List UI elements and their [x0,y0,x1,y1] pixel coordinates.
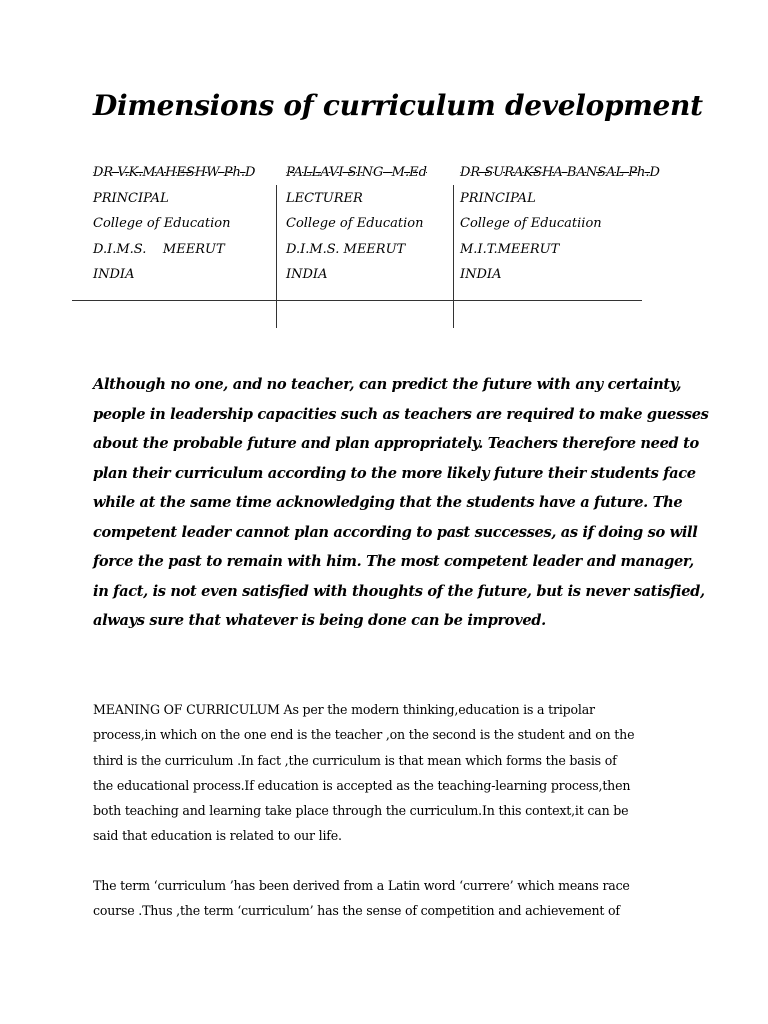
author-block-1 [93,160,255,288]
author-name: DR V.K.MAHESHW Ph.D [93,165,256,180]
intro-line: force the past to remain with him. The most competent leader and manager, [93,553,694,570]
author-role: PRINCIPAL [93,190,169,206]
body-line: said that education is related to our life. [93,828,342,844]
body-line: course .Thus ,the term ‘curriculum’ has the sense of competition and achievement of [93,903,620,919]
intro-paragraph [93,370,713,636]
author-table-horizontal-rule [72,300,642,301]
intro-line: while at the same time acknowledging that the students have a future. The [93,494,683,511]
body-line: The term ‘curriculum ’has been derived from a Latin word ‘currere’ which means race [93,878,630,893]
term-curriculum-paragraph [93,873,693,924]
intro-line: about the probable future and plan appropriately. Teachers therefore need to [93,435,699,452]
document-title: Dimensions of curriculum development [93,89,703,122]
author-table-divider-1 [276,185,277,328]
author-institution: College of Education [286,216,424,231]
body-line: MEANING OF CURRICULUM As per the modern thinking,education is a tripolar [93,702,595,717]
author-city: D.I.M.S. MEERUT [93,241,225,257]
body-line: third is the curriculum .In fact ,the curriculum is that mean which forms the basis of [93,752,617,768]
author-institution: College of Educatiion [460,216,602,231]
author-country: INDIA [460,267,502,282]
author-table-divider-2 [453,185,454,328]
body-line: both teaching and learning take place through the curriculum.In this context,it can be [93,803,629,819]
author-name: PALLAVI SING M.Ed [286,165,427,180]
intro-line: always sure that whatever is being done can be improved. [93,612,546,629]
author-country: INDIA [93,267,135,282]
meaning-of-curriculum-paragraph [93,697,693,849]
author-institution: College of Education [93,216,231,231]
author-block-2 [286,160,427,288]
body-line: the educational process.If education is accepted as the teaching-learning process,then [93,777,631,793]
intro-line: plan their curriculum according to the more likely future their students face [93,464,696,482]
intro-line: people in leadership capacities such as teachers are required to make guesses [93,405,709,423]
body-line: process,in which on the one end is the teacher ,on the second is the student and on the [93,727,635,743]
author-block-3 [460,160,660,288]
intro-line: in fact, is not even satisfied with thoughts of the future, but is never satisfied, [93,582,705,600]
author-role: PRINCIPAL [460,190,536,206]
intro-line: Although no one, and no teacher, can predict the future with any certainty, [93,376,682,393]
intro-line: competent leader cannot plan according to past successes, as if doing so will [93,523,698,541]
author-country: INDIA [286,267,328,282]
author-name: DR SURAKSHA BANSAL Ph.D [460,165,660,180]
author-role: LECTURER [286,190,363,206]
author-city: D.I.M.S. MEERUT [286,241,406,257]
author-city: M.I.T.MEERUT [460,241,560,257]
